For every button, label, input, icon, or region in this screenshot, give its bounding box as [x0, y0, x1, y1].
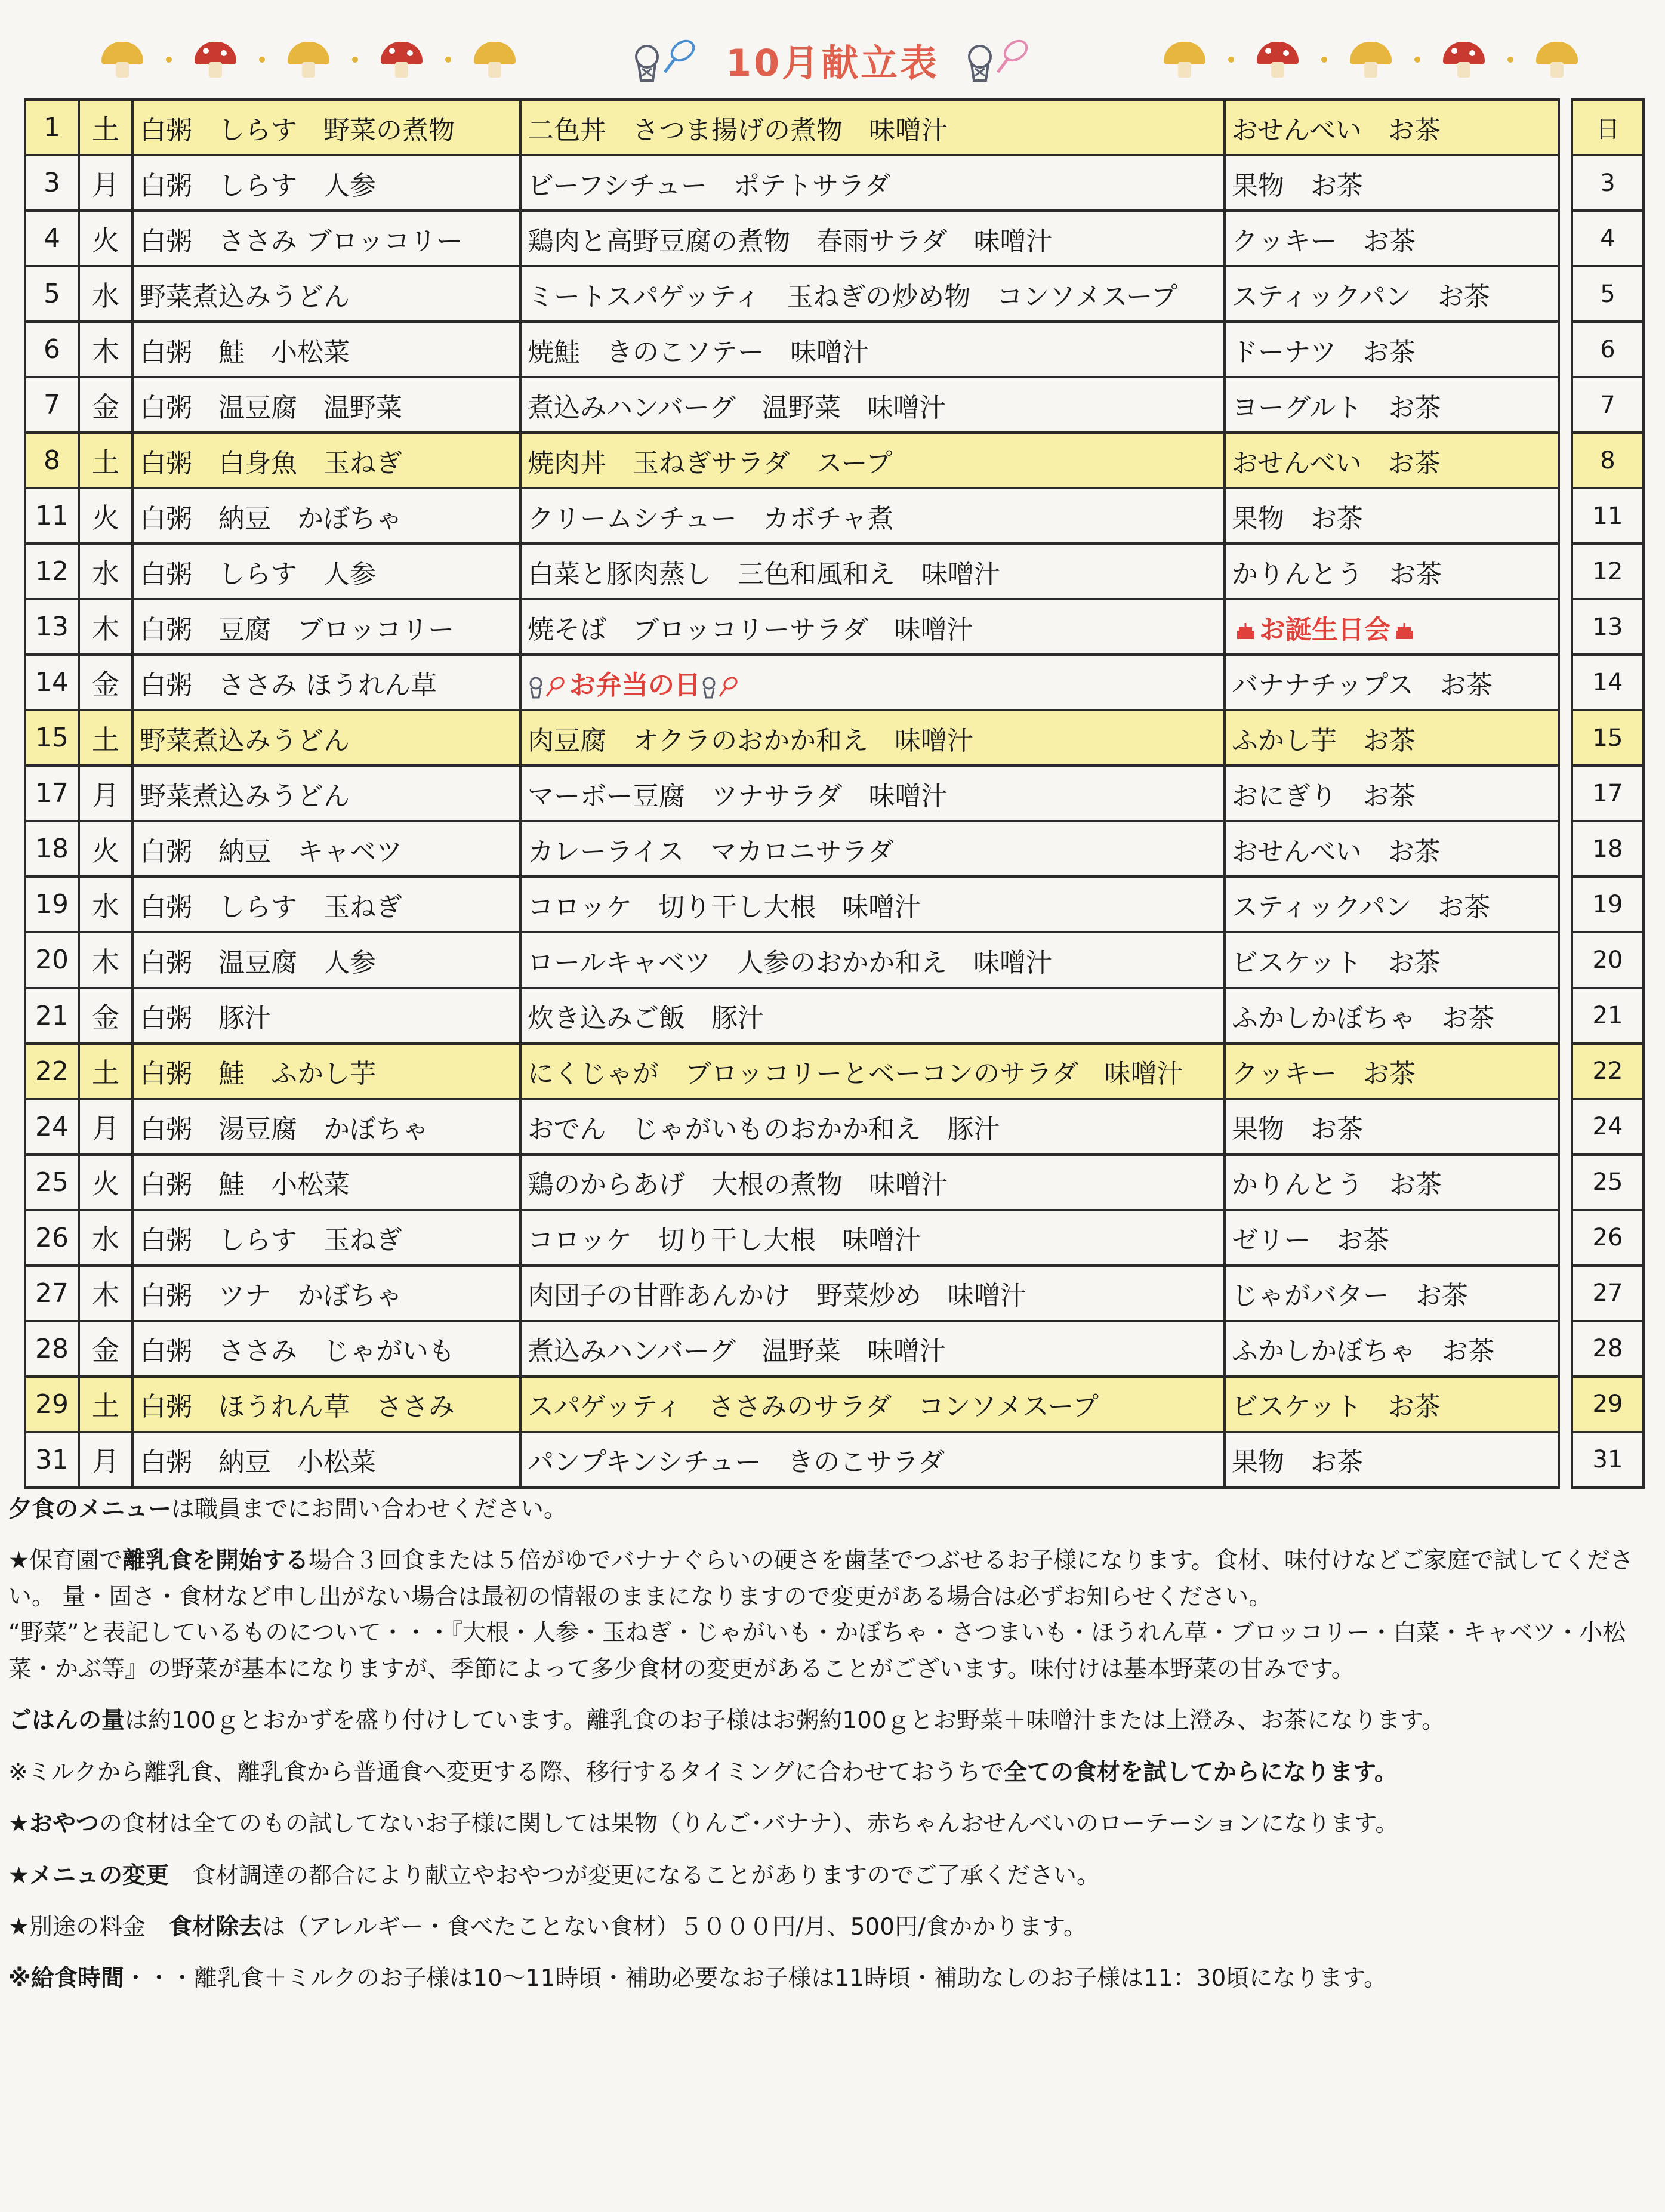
weekday-cell: 月	[79, 766, 132, 821]
date-right-cell: 日	[1572, 100, 1644, 155]
menu-row	[25, 377, 1644, 433]
breakfast-cell: 野菜煮込みうどん	[132, 766, 520, 821]
lunch-cell	[520, 100, 1225, 155]
snack-text: バナナチップス お茶	[1232, 670, 1493, 701]
weekday-cell: 土	[79, 1377, 132, 1432]
snack-cell	[1225, 988, 1559, 1044]
lunch-text: 鶏のからあげ 大根の煮物 味噌汁	[528, 1170, 948, 1201]
date-right-cell: 8	[1572, 433, 1644, 488]
lunch-cell	[520, 266, 1225, 322]
snack-text: じゃがバター お茶	[1232, 1281, 1468, 1312]
snack-text: ヨーグルト お茶	[1232, 392, 1441, 423]
lunch-text: 焼肉丼 玉ねぎサラダ スープ	[528, 448, 893, 479]
snack-text: ゼリー お茶	[1232, 1225, 1389, 1256]
bento-icon	[701, 674, 742, 700]
date-cell: 19	[25, 877, 79, 932]
lunch-text: カレーライス マカロニサラダ	[528, 836, 894, 867]
date-cell: 3	[25, 155, 79, 211]
date-right-cell: 13	[1572, 599, 1644, 655]
date-cell: 25	[25, 1155, 79, 1210]
menu-row	[25, 488, 1644, 544]
snack-cell	[1225, 1210, 1559, 1266]
snack-cell	[1225, 211, 1559, 266]
breakfast-cell: 白粥 納豆 キャベツ	[132, 821, 520, 877]
snack-cell	[1225, 155, 1559, 211]
column-gap	[1559, 1099, 1572, 1155]
weekday-cell: 木	[79, 1266, 132, 1321]
column-gap	[1559, 710, 1572, 766]
mushroom-icon	[1257, 42, 1299, 78]
date-right-cell: 7	[1572, 377, 1644, 433]
lunch-text: コロッケ 切り干し大根 味噌汁	[528, 1225, 921, 1256]
column-gap	[1559, 100, 1572, 155]
lunch-cell	[520, 877, 1225, 932]
notes-section	[8, 1492, 1649, 1997]
weekday-cell: 土	[79, 100, 132, 155]
weekday-cell: 火	[79, 821, 132, 877]
weekday-cell: 水	[79, 266, 132, 322]
column-gap	[1559, 1210, 1572, 1266]
title-area	[585, 30, 1080, 90]
breakfast-cell: 白粥 ツナ かぼちゃ	[132, 1266, 520, 1321]
date-cell: 26	[25, 1210, 79, 1266]
date-right-cell: 6	[1572, 322, 1644, 377]
snack-cell	[1225, 877, 1559, 932]
breakfast-cell: 白粥 ささみ ブロッコリー	[132, 211, 520, 266]
snack-cell	[1225, 266, 1559, 322]
menu-row	[25, 655, 1644, 710]
snack-cell	[1225, 1099, 1559, 1155]
date-right-cell: 3	[1572, 155, 1644, 211]
basketball-racket-icon	[630, 33, 702, 87]
date-cell: 27	[25, 1266, 79, 1321]
snack-text: おせんべい お茶	[1232, 836, 1441, 867]
lunch-text: ビーフシチュー ポテトサラダ	[528, 170, 891, 201]
menu-row	[25, 1266, 1644, 1321]
column-gap	[1559, 266, 1572, 322]
date-cell: 5	[25, 266, 79, 322]
snack-text: おせんべい お茶	[1232, 115, 1441, 146]
date-right-cell: 27	[1572, 1266, 1644, 1321]
date-right-cell: 22	[1572, 1044, 1644, 1099]
snack-text: ドーナツ お茶	[1232, 337, 1416, 368]
menu-row	[25, 932, 1644, 988]
mushroom-decoration-left	[101, 36, 516, 84]
column-gap	[1559, 1266, 1572, 1321]
weekday-cell: 木	[79, 599, 132, 655]
lunch-text: 二色丼 さつま揚げの煮物 味噌汁	[528, 115, 948, 146]
bento-icon	[528, 674, 569, 700]
menu-row	[25, 1155, 1644, 1210]
snack-cell	[1225, 322, 1559, 377]
cake-icon	[1394, 621, 1414, 641]
date-right-cell: 20	[1572, 932, 1644, 988]
breakfast-cell: 白粥 ささみ ほうれん草	[132, 655, 520, 710]
breakfast-cell: 白粥 しらす 人参	[132, 155, 520, 211]
lunch-text: 煮込みハンバーグ 温野菜 味噌汁	[528, 1336, 946, 1367]
menu-row	[25, 766, 1644, 821]
date-right-cell: 19	[1572, 877, 1644, 932]
snack-cell	[1225, 433, 1559, 488]
breakfast-cell: 白粥 ほうれん草 ささみ	[132, 1377, 520, 1432]
column-gap	[1559, 322, 1572, 377]
lunch-text: パンプキンシチュー きのこサラダ	[528, 1447, 945, 1478]
cake-icon	[1235, 621, 1256, 641]
note-transition: ※ミルクから離乳食、離乳食から普通食へ変更する際、移行するタイミングに合わせておうちで全ての食材を試してからになります。	[8, 1759, 1398, 1786]
mushroom-icon	[381, 42, 423, 78]
snack-text: かりんとう お茶	[1232, 1170, 1442, 1201]
lunch-text: 炊き込みご飯 豚汁	[528, 1003, 764, 1034]
snack-cell	[1225, 710, 1559, 766]
mushroom-icon	[1443, 42, 1485, 78]
snack-text: クッキー お茶	[1232, 226, 1416, 257]
mushroom-icon	[101, 42, 143, 78]
menu-row	[25, 821, 1644, 877]
column-gap	[1559, 988, 1572, 1044]
menu-row	[25, 433, 1644, 488]
menu-row	[25, 1377, 1644, 1432]
menu-row	[25, 988, 1644, 1044]
breakfast-cell: 白粥 白身魚 玉ねぎ	[132, 433, 520, 488]
weekday-cell: 金	[79, 1321, 132, 1377]
mushroom-icon	[1350, 42, 1392, 78]
weekday-cell: 水	[79, 877, 132, 932]
column-gap	[1559, 766, 1572, 821]
note-fee: ★別途の料金 食材除去は（アレルギー・食べたことない食材）５０００円/月、500円/食かかります。	[8, 1913, 1087, 1940]
breakfast-cell: 白粥 納豆 小松菜	[132, 1432, 520, 1488]
snack-cell	[1225, 377, 1559, 433]
snack-text: スティックパン お茶	[1232, 281, 1490, 312]
date-cell: 14	[25, 655, 79, 710]
breakfast-cell: 白粥 しらす 野菜の煮物	[132, 100, 520, 155]
lunch-text: 肉豆腐 オクラのおかか和え 味噌汁	[528, 725, 974, 756]
lunch-text: コロッケ 切り干し大根 味噌汁	[528, 891, 921, 923]
breakfast-cell: 白粥 温豆腐 人参	[132, 932, 520, 988]
lunch-text: スパゲッティ ささみのサラダ コンソメスープ	[528, 1392, 1099, 1423]
note-weaning-start: ★保育園で離乳食を開始する場合３回食または５倍がゆでバナナぐらいの硬さを歯茎でつぶせるお子様になります。食材、味付けなどご家庭で試してください。 量・固さ・食材など申し出がない場合は最初の情報のままになりますので変更がある場合は必ずお知らせください。	[8, 1547, 1633, 1611]
date-cell: 28	[25, 1321, 79, 1377]
snack-text: 果物 お茶	[1232, 170, 1363, 201]
weekday-cell: 土	[79, 1044, 132, 1099]
lunch-cell	[520, 1321, 1225, 1377]
menu-row	[25, 1432, 1644, 1488]
snack-cell	[1225, 599, 1559, 655]
date-right-cell: 26	[1572, 1210, 1644, 1266]
menu-row	[25, 710, 1644, 766]
date-cell: 15	[25, 710, 79, 766]
lunch-cell	[520, 433, 1225, 488]
column-gap	[1559, 155, 1572, 211]
snack-text: 果物 お茶	[1232, 1114, 1363, 1145]
lunch-cell	[520, 211, 1225, 266]
date-right-cell: 18	[1572, 821, 1644, 877]
basketball-racket-icon	[963, 33, 1035, 87]
date-cell: 13	[25, 599, 79, 655]
mushroom-decoration-right	[1164, 36, 1578, 84]
lunch-text: 焼鮭 きのこソテー 味噌汁	[528, 337, 869, 368]
lunch-text: 焼そば ブロッコリーサラダ 味噌汁	[528, 614, 973, 645]
note-meal-time: ※給食時間・・・離乳食＋ミルクのお子様は10～11時頃・補助必要なお子様は11時頃・補助なしのお子様は11：30頃になります。	[8, 1965, 1388, 1992]
column-gap	[1559, 655, 1572, 710]
date-cell: 21	[25, 988, 79, 1044]
weekday-cell: 土	[79, 710, 132, 766]
lunch-cell	[520, 1155, 1225, 1210]
column-gap	[1559, 932, 1572, 988]
breakfast-cell: 野菜煮込みうどん	[132, 710, 520, 766]
weekday-cell: 金	[79, 988, 132, 1044]
lunch-cell	[520, 322, 1225, 377]
date-right-cell: 31	[1572, 1432, 1644, 1488]
lunch-cell	[520, 1266, 1225, 1321]
date-right-cell: 15	[1572, 710, 1644, 766]
breakfast-cell: 白粥 納豆 かぼちゃ	[132, 488, 520, 544]
snack-cell	[1225, 1321, 1559, 1377]
note-rice-amount: ごはんの量は約100ｇとおかずを盛り付けしています。離乳食のお子様はお粥約100ｇとお野菜＋味噌汁または上澄み、お茶になります。	[8, 1707, 1445, 1735]
breakfast-cell: 白粥 鮭 ふかし芋	[132, 1044, 520, 1099]
lunch-cell	[520, 1210, 1225, 1266]
breakfast-cell: 白粥 湯豆腐 かぼちゃ	[132, 1099, 520, 1155]
snack-cell	[1225, 1044, 1559, 1099]
breakfast-cell: 白粥 しらす 玉ねぎ	[132, 1210, 520, 1266]
column-gap	[1559, 1432, 1572, 1488]
snack-cell	[1225, 100, 1559, 155]
date-cell: 29	[25, 1377, 79, 1432]
lunch-text: にくじゃが ブロッコリーとベーコンのサラダ 味噌汁	[528, 1059, 1183, 1090]
date-cell: 6	[25, 322, 79, 377]
snack-text: おにぎり お茶	[1232, 780, 1416, 812]
column-gap	[1559, 1155, 1572, 1210]
date-cell: 24	[25, 1099, 79, 1155]
menu-row	[25, 155, 1644, 211]
lunch-cell	[520, 655, 1225, 710]
snack-cell	[1225, 932, 1559, 988]
note-dinner: 夕食のメニューは職員までにお問い合わせください。	[8, 1496, 568, 1523]
lunch-cell	[520, 1044, 1225, 1099]
column-gap	[1559, 1044, 1572, 1099]
breakfast-cell: 白粥 温豆腐 温野菜	[132, 377, 520, 433]
menu-row	[25, 1044, 1644, 1099]
column-gap	[1559, 433, 1572, 488]
snack-text: かりんとう お茶	[1232, 559, 1442, 590]
lunch-cell	[520, 710, 1225, 766]
date-right-cell: 25	[1572, 1155, 1644, 1210]
mushroom-icon	[288, 42, 329, 78]
mushroom-icon	[1536, 42, 1578, 78]
date-right-cell: 11	[1572, 488, 1644, 544]
snack-cell	[1225, 1155, 1559, 1210]
column-gap	[1559, 877, 1572, 932]
note-snack: ★おやつの食材は全てのもの試してないお子様に関しては果物（りんご･バナナ）、赤ちゃんおせんべいのローテーションになります。	[8, 1810, 1399, 1838]
date-right-cell: 17	[1572, 766, 1644, 821]
menu-row	[25, 599, 1644, 655]
column-gap	[1559, 211, 1572, 266]
menu-row	[25, 1321, 1644, 1377]
snack-text: ビスケット お茶	[1232, 1392, 1441, 1423]
lunch-cell	[520, 1432, 1225, 1488]
lunch-cell	[520, 1377, 1225, 1432]
lunch-text: クリームシチュー カボチャ煮	[528, 503, 894, 534]
menu-table	[24, 98, 1645, 1489]
note-menu-change: ★メニュの変更 食材調達の都合により献立やおやつが変更になることがありますのでご了承ください。	[8, 1862, 1100, 1889]
menu-row	[25, 322, 1644, 377]
menu-row	[25, 100, 1644, 155]
lunch-text: ミートスパゲッティ 玉ねぎの炒め物 コンソメスープ	[528, 281, 1177, 312]
lunch-cell	[520, 821, 1225, 877]
column-gap	[1559, 488, 1572, 544]
page-title: 10月献立表	[725, 41, 940, 85]
date-cell: 20	[25, 932, 79, 988]
snack-text: 果物 お茶	[1232, 1447, 1363, 1478]
date-right-cell: 29	[1572, 1377, 1644, 1432]
menu-row	[25, 1099, 1644, 1155]
weekday-cell: 月	[79, 1432, 132, 1488]
mushroom-icon	[474, 42, 516, 78]
column-gap	[1559, 1377, 1572, 1432]
breakfast-cell: 白粥 鮭 小松菜	[132, 322, 520, 377]
date-cell: 12	[25, 544, 79, 599]
snack-text: ビスケット お茶	[1232, 947, 1441, 978]
lunch-text: おでん じゃがいものおかか和え 豚汁	[528, 1114, 1000, 1145]
lunch-cell	[520, 544, 1225, 599]
snack-cell	[1225, 1432, 1559, 1488]
breakfast-cell: 白粥 豚汁	[132, 988, 520, 1044]
weekday-cell: 木	[79, 322, 132, 377]
lunch-text: 鶏肉と高野豆腐の煮物 春雨サラダ 味噌汁	[528, 226, 1053, 257]
snack-cell	[1225, 766, 1559, 821]
snack-text: スティックパン お茶	[1232, 891, 1490, 923]
date-cell: 11	[25, 488, 79, 544]
lunch-cell	[520, 599, 1225, 655]
lunch-cell	[520, 932, 1225, 988]
snack-cell	[1225, 544, 1559, 599]
lunch-text: マーボー豆腐 ツナサラダ 味噌汁	[528, 780, 948, 812]
lunch-text: お弁当の日	[569, 670, 701, 701]
snack-text: 果物 お茶	[1232, 503, 1363, 534]
snack-text: ふかしかぼちゃ お茶	[1232, 1336, 1494, 1367]
snack-text: クッキー お茶	[1232, 1059, 1416, 1090]
date-cell: 18	[25, 821, 79, 877]
date-right-cell: 28	[1572, 1321, 1644, 1377]
weekday-cell: 金	[79, 377, 132, 433]
snack-text: ふかしかぼちゃ お茶	[1232, 1003, 1494, 1034]
weekday-cell: 木	[79, 932, 132, 988]
lunch-text: 肉団子の甘酢あんかけ 野菜炒め 味噌汁	[528, 1281, 1026, 1312]
menu-row	[25, 211, 1644, 266]
menu-table-body	[25, 100, 1644, 1488]
date-cell: 7	[25, 377, 79, 433]
weekday-cell: 月	[79, 155, 132, 211]
lunch-cell	[520, 377, 1225, 433]
menu-row	[25, 877, 1644, 932]
column-gap	[1559, 1321, 1572, 1377]
breakfast-cell: 白粥 しらす 人参	[132, 544, 520, 599]
snack-cell	[1225, 655, 1559, 710]
weekday-cell: 土	[79, 433, 132, 488]
snack-cell	[1225, 821, 1559, 877]
snack-text: おせんべい お茶	[1232, 448, 1441, 479]
weekday-cell: 火	[79, 488, 132, 544]
weekday-cell: 火	[79, 1155, 132, 1210]
column-gap	[1559, 821, 1572, 877]
date-cell: 31	[25, 1432, 79, 1488]
weekday-cell: 水	[79, 544, 132, 599]
date-right-cell: 5	[1572, 266, 1644, 322]
breakfast-cell: 野菜煮込みうどん	[132, 266, 520, 322]
weekday-cell: 金	[79, 655, 132, 710]
lunch-text: ロールキャベツ 人参のおかか和え 味噌汁	[528, 947, 1053, 978]
date-right-cell: 14	[1572, 655, 1644, 710]
snack-text: お誕生日会	[1259, 614, 1390, 645]
column-gap	[1559, 544, 1572, 599]
breakfast-cell: 白粥 鮭 小松菜	[132, 1155, 520, 1210]
date-right-cell: 12	[1572, 544, 1644, 599]
weekday-cell: 水	[79, 1210, 132, 1266]
lunch-cell	[520, 488, 1225, 544]
date-cell: 1	[25, 100, 79, 155]
mushroom-icon	[195, 42, 236, 78]
lunch-text: 煮込みハンバーグ 温野菜 味噌汁	[528, 392, 946, 423]
breakfast-cell: 白粥 ささみ じゃがいも	[132, 1321, 520, 1377]
lunch-cell	[520, 766, 1225, 821]
column-gap	[1559, 599, 1572, 655]
weekday-cell: 火	[79, 211, 132, 266]
date-right-cell: 24	[1572, 1099, 1644, 1155]
menu-row	[25, 266, 1644, 322]
weekday-cell: 月	[79, 1099, 132, 1155]
breakfast-cell: 白粥 豆腐 ブロッコリー	[132, 599, 520, 655]
date-cell: 22	[25, 1044, 79, 1099]
menu-row	[25, 544, 1644, 599]
column-gap	[1559, 377, 1572, 433]
note-vegetables: “野菜”と表記しているものについて・・・『大根・人参・玉ねぎ・じゃがいも・かぼちゃ・さつまいも・ほうれん草・ブロッコリー・白菜・キャベツ・小松菜・かぶ等』の野菜が基本になりますが、季節によって多少食材の変更があることがございます。味付けは基本野菜の甘みです。	[8, 1619, 1626, 1683]
date-cell: 8	[25, 433, 79, 488]
breakfast-cell: 白粥 しらす 玉ねぎ	[132, 877, 520, 932]
snack-cell	[1225, 488, 1559, 544]
lunch-cell	[520, 988, 1225, 1044]
snack-text: ふかし芋 お茶	[1232, 725, 1416, 756]
menu-row	[25, 1210, 1644, 1266]
lunch-cell	[520, 1099, 1225, 1155]
header	[0, 12, 1665, 101]
lunch-cell	[520, 155, 1225, 211]
snack-cell	[1225, 1266, 1559, 1321]
date-right-cell: 4	[1572, 211, 1644, 266]
mushroom-icon	[1164, 42, 1205, 78]
date-right-cell: 21	[1572, 988, 1644, 1044]
snack-cell	[1225, 1377, 1559, 1432]
date-cell: 4	[25, 211, 79, 266]
lunch-text: 白菜と豚肉蒸し 三色和風和え 味噌汁	[528, 559, 1000, 590]
date-cell: 17	[25, 766, 79, 821]
